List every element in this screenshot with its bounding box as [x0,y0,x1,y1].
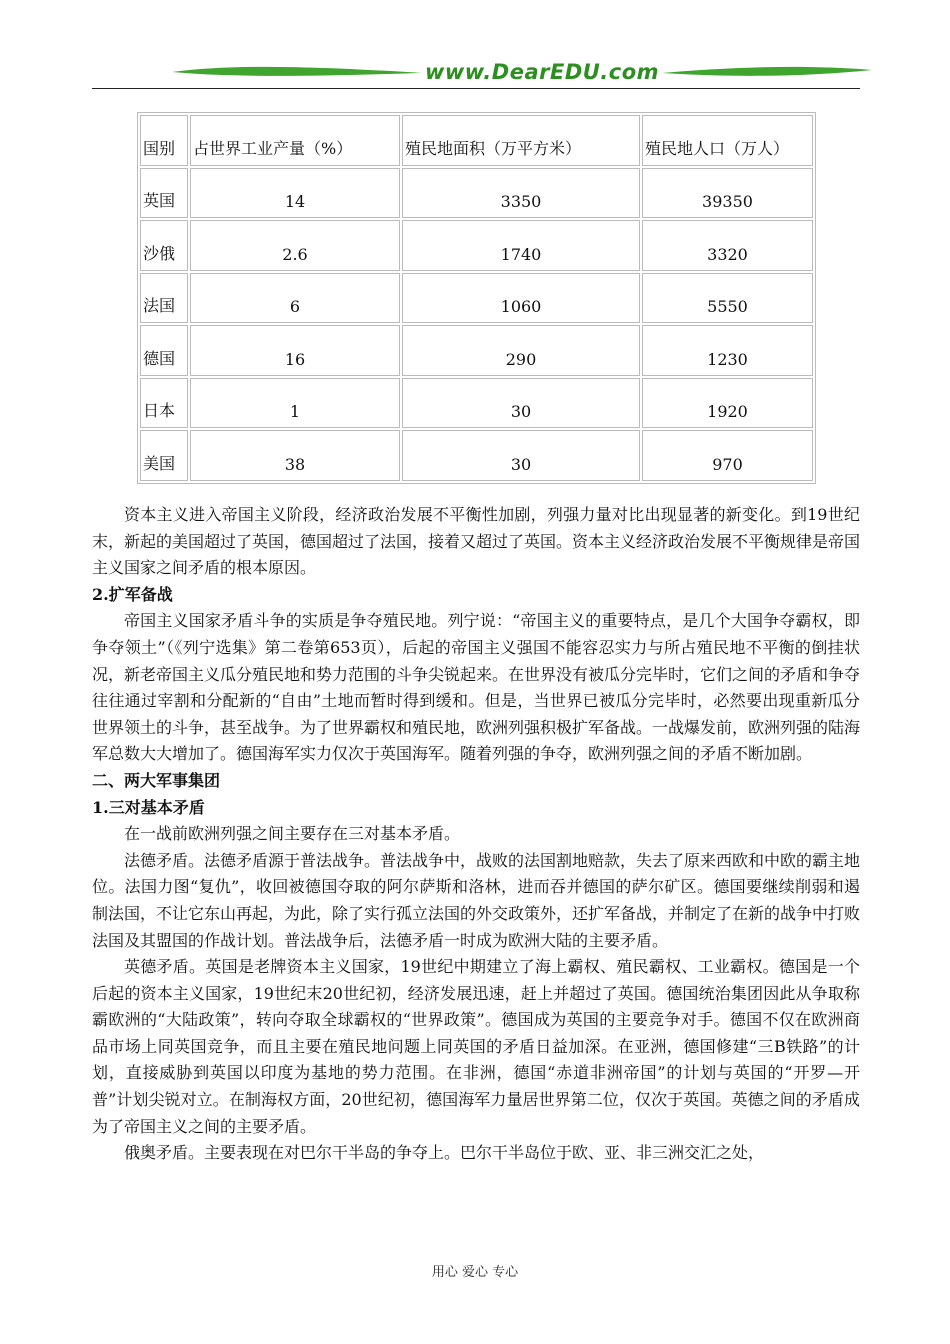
left-swoosh-icon [172,64,422,80]
table-cell: 1920 [642,378,813,429]
table-cell: 6 [190,273,400,324]
table-cell: 39350 [642,168,813,219]
table-cell: 30 [402,378,640,429]
table-row [140,378,813,429]
table-cell: 14 [190,168,400,219]
paragraph: 帝国主义国家矛盾斗争的实质是争夺殖民地。列宁说：“帝国主义的重要特点，是几个大国争夺霸权，即争夺领土”（《列宁选集》第二卷第653页），后起的帝国主义强国不能容忍实力与所占殖民地不平衡的倒挂状况，新老帝国主义瓜分殖民地和势力范围的斗争尖锐起来。在世界没有被瓜分完毕时，它们之间的矛盾和争夺往往通过宰割和分配新的“自由”土地而暂时得到缓和。但是，当世界已被瓜分完毕时，必然要出现重新瓜分世界领土的斗争，甚至战争。为了世界霸权和殖民地，欧洲列强积极扩军备战。一战爆发前，欧洲列强的陆海军总数大大增加了。德国海军实力仅次于英国海军。随着列强的争夺，欧洲列强之间的矛盾不断加剧。 [92,611,861,764]
page-footer: 用心 爱心 专心 [431,1265,519,1280]
table-cell: 沙俄 [140,220,188,271]
header-rule [92,88,860,89]
table-header-cell: 国别 [140,115,188,166]
table-header-row [140,115,813,166]
table-cell: 美国 [140,430,188,481]
site-logo-text: www.DearEDU.com [424,60,660,84]
table-cell: 1230 [642,325,813,376]
section-heading: 1.三对基本矛盾 [92,797,205,817]
paragraph: 英德矛盾。英国是老牌资本主义国家，19世纪中期建立了海上霸权、殖民霸权、工业霸权。德国是一个后起的资本主义国家，19世纪末20世纪初，经济发展迅速，赶上并超过了英国。德国统治集团因此从争取称霸欧洲的“大陆政策”，转向夺取全球霸权的“世界政策”。德国成为英国的主要竞争对手。德国不仅在欧洲商品市场上同英国竞争，而且主要在殖民地问题上同英国的矛盾日益加深。在亚洲，德国修建“三B铁路”的计划，直接威胁到英国以印度为基地的势力范围。在非洲，德国“赤道非洲帝国”的计划与英国的“开罗—开普”计划尖锐对立。在制海权方面，20世纪初，德国海军力量居世界第二位，仅次于英国。英德之间的矛盾成为了帝国主义之间的主要矛盾。 [92,957,860,1136]
article-body [92,502,860,1167]
table-cell: 2.6 [190,220,400,271]
right-swoosh-icon [662,64,872,80]
table-cell: 38 [190,430,400,481]
table-cell: 日本 [140,378,188,429]
table-header-cell: 殖民地面积（万平方米） [402,115,640,166]
table-row [140,325,813,376]
section-heading: 二、两大军事集团 [92,770,221,790]
table-cell: 970 [642,430,813,481]
paragraph: 资本主义进入帝国主义阶段，经济政治发展不平衡性加剧，列强力量对比出现显著的新变化。到19世纪末，新起的美国超过了英国，德国超过了法国，接着又超过了英国。资本主义经济政治发展不平衡规律是帝国主义国家之间矛盾的根本原因。 [92,505,861,578]
table-row [140,168,813,219]
section-heading: 2.扩军备战 [92,584,173,604]
paragraph: 在一战前欧洲列强之间主要存在三对基本矛盾。 [124,824,461,844]
table-cell: 1740 [402,220,640,271]
table-cell: 5550 [642,273,813,324]
table-row [140,220,813,271]
table-header-cell: 占世界工业产量（%） [190,115,400,166]
table-cell: 16 [190,325,400,376]
table-row [140,273,813,324]
colonial-data-table [137,112,816,484]
table-cell: 290 [402,325,640,376]
table-cell: 法国 [140,273,188,324]
site-logo [172,58,872,88]
table-cell: 英国 [140,168,188,219]
table-cell: 1060 [402,273,640,324]
paragraph: 法德矛盾。法德矛盾源于普法战争。普法战争中，战败的法国割地赔款，失去了原来西欧和中欧的霸主地位。法国力图“复仇”，收回被德国夺取的阿尔萨斯和洛林，进而吞并德国的萨尔矿区。德国要继续削弱和遏制法国，不让它东山再起，为此，除了实行孤立法国的外交政策外，还扩军备战，并制定了在新的战争中打败法国及其盟国的作战计划。普法战争后，法德矛盾一时成为欧洲大陆的主要矛盾。 [92,850,861,950]
table-header-cell: 殖民地人口（万人） [642,115,813,166]
paragraph: 俄奥矛盾。主要表现在对巴尔干半岛的争夺上。巴尔干半岛位于欧、亚、非三洲交汇之处， [124,1143,765,1163]
table-row [140,430,813,481]
table-cell: 3350 [402,168,640,219]
table-cell: 3320 [642,220,813,271]
table-cell: 1 [190,378,400,429]
table-cell: 30 [402,430,640,481]
table-cell: 德国 [140,325,188,376]
page-header [92,58,860,92]
